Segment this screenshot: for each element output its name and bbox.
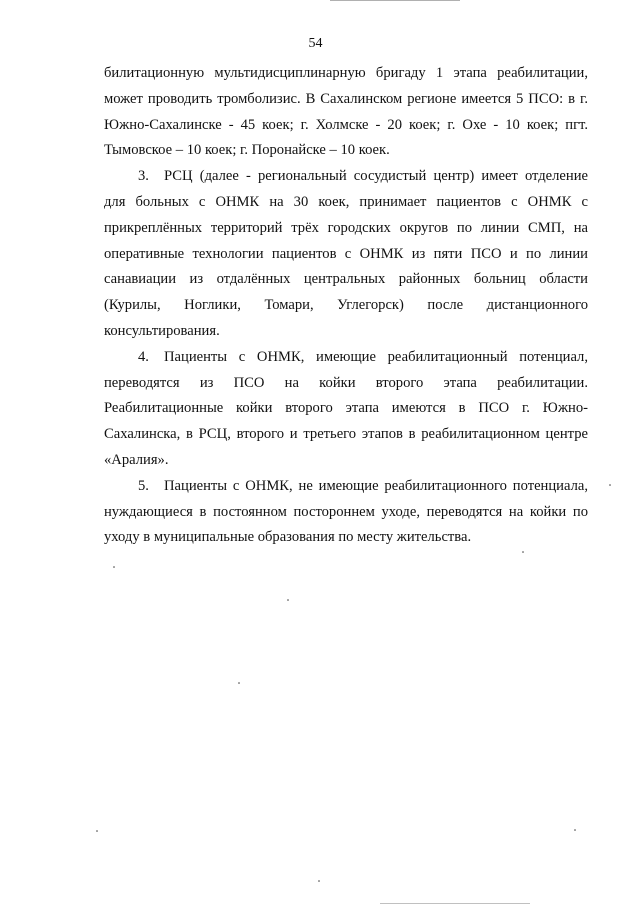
- scan-artifact-top: [330, 0, 460, 1]
- paragraph-number: 5.: [138, 477, 149, 494]
- paragraph-text: Пациенты с ОНМК, не имеющие реабилитационного потенциала, нуждающиеся в постоянном постороннем уходе, переводятся на койки по уходу в муниципальные образования по месту жительства.: [104, 477, 588, 546]
- paragraph-text: билитационную мультидисциплинарную бригаду 1 этапа реабилитации, может проводить тромболизис. В Сахалинском регионе имеется 5 ПСО: в г. Южно-Сахалинске - 45 коек; г. Холмске - 20 коек; г. Охе - 10 коек; пгт. Тымовское – 10 коек; г. Поронайске – 10 коек.: [104, 65, 588, 159]
- paragraph-number: 3.: [138, 168, 149, 185]
- paragraph-4: [104, 345, 588, 474]
- scan-speck: [238, 682, 240, 684]
- scan-speck: [574, 829, 576, 831]
- scan-speck: [522, 551, 524, 553]
- paragraph-text: Пациенты с ОНМК, имеющие реабилитационный потенциал, переводятся из ПСО на койки второго этапа реабилитации. Реабилитационные койки второго этапа имеются в ПСО г. Южно-Сахалинска, в РСЦ, второго и третьего этапов в реабилитационном центре «Аралия».: [104, 348, 588, 468]
- paragraph-5: [104, 474, 588, 551]
- scan-speck: [96, 830, 98, 832]
- body-text: [104, 61, 588, 551]
- paragraph-3: [104, 164, 588, 345]
- page-number: 54: [308, 36, 323, 51]
- paragraph-number: 4.: [138, 348, 149, 365]
- scan-speck: [609, 484, 611, 486]
- scan-speck: [113, 566, 115, 568]
- scan-speck: [287, 599, 289, 601]
- paragraph-continuation: [104, 61, 588, 164]
- scan-speck: [318, 880, 320, 882]
- paragraph-text: РСЦ (далее - региональный сосудистый центр) имеет отделение для больных с ОНМК на 30 коек, принимает пациентов с ОНМК с прикреплённых территорий трёх городских округов по линии СМП, на оперативные технологии пациентов с ОНМК из пяти ПСО и по линии санавиации из отдалённых центральных районных больниц области (Курилы, Ноглики, Томари, Углегорск) после дистанционного консультирования.: [104, 168, 588, 339]
